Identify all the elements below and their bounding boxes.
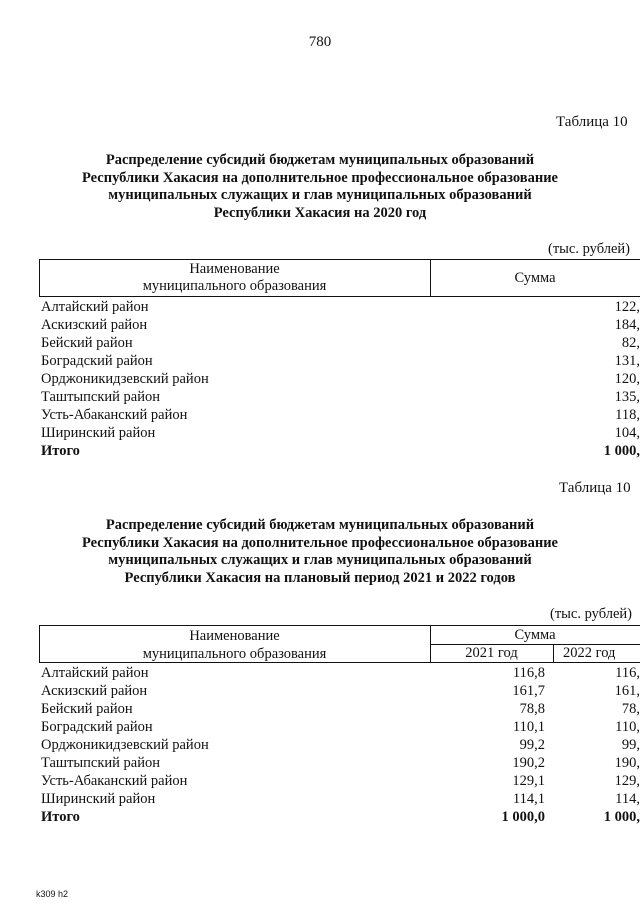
table1-header-bottom-border — [39, 296, 640, 297]
table1-header-name-line1: Наименование — [189, 261, 280, 277]
table2-row-2021: 99,2 — [519, 737, 545, 753]
table2-row-2021: 129,1 — [512, 773, 545, 789]
table1-row-value: 118, — [615, 407, 640, 423]
table2-title — [0, 517, 640, 587]
table2-header-year2: 2022 год — [563, 645, 616, 661]
table2-row-2022: 129, — [614, 773, 640, 789]
page-number: 780 — [308, 34, 332, 50]
table2-label: Таблица 10 — [559, 480, 631, 496]
table2-total-2022: 1 000, — [603, 809, 640, 825]
table2-header-name-line1: Наименование — [189, 628, 280, 644]
table2-units: (тыс. рублей) — [550, 606, 632, 622]
table1-row-name: Таштыпский район — [41, 389, 161, 405]
table2-row-2022: 116, — [615, 665, 640, 681]
table1-title-line: муниципальных служащих и глав муниципальных образований — [108, 187, 532, 203]
table1-header-name-line2: муниципального образования — [142, 278, 327, 294]
table2-row-2022: 161, — [614, 683, 640, 699]
table2-row-name: Усть-Абаканский район — [41, 773, 188, 789]
table2-row-2021: 190,2 — [512, 755, 545, 771]
table1-header-top-border — [39, 259, 640, 260]
table2-title-line: Республики Хакасия на дополнительное профессиональное образование — [82, 534, 558, 551]
table2-row-name: Орджоникидзевский район — [41, 737, 209, 753]
table1-header-sum: Сумма — [514, 270, 556, 286]
table2-row-name: Боградский район — [41, 719, 153, 735]
table2-header-sum: Сумма — [514, 627, 556, 643]
table2-header-name — [39, 627, 430, 663]
table1-label: Таблица 10 — [556, 114, 628, 130]
table2-row-name: Алтайский район — [41, 665, 149, 681]
table1-row-value: 122, — [614, 299, 640, 315]
table1-row-value: 104, — [614, 425, 640, 441]
table2-total-2021: 1 000,0 — [501, 809, 545, 825]
footer-code: k309 h2 — [36, 889, 69, 899]
table1-row-value: 135, — [614, 389, 640, 405]
table2-row-2021: 114,1 — [512, 791, 545, 807]
table2-total-label: Итого — [41, 809, 80, 825]
table2-row-name: Таштыпский район — [41, 755, 161, 771]
table1-title-line: Республики Хакасия на 2020 год — [213, 204, 427, 221]
table2-title-line: Распределение субсидий бюджетам муниципальных образований — [105, 517, 535, 533]
table1-total-value: 1 000, — [603, 443, 640, 459]
table2-row-2022: 78, — [621, 701, 640, 717]
table1-row-value: 82, — [621, 335, 640, 351]
table2-header-year1: 2021 год — [465, 645, 518, 661]
table2-row-2021: 161,7 — [512, 683, 545, 699]
table2-title-line: Республики Хакасия на плановый период 2021 и 2022 годов — [124, 569, 516, 586]
table1-row-name: Боградский район — [41, 353, 153, 369]
table1-row-value: 184, — [614, 317, 640, 333]
table1-row-name: Орджоникидзевский район — [41, 371, 209, 387]
table2-row-2021: 110,1 — [512, 719, 545, 735]
table2-row-name: Ширинский район — [41, 791, 156, 807]
table1-row-value: 120, — [614, 371, 640, 387]
table1-row-name: Ширинский район — [41, 425, 156, 441]
table1-row-name: Алтайский район — [41, 299, 149, 315]
table2-row-2021: 116,8 — [512, 665, 545, 681]
table1-title — [0, 152, 640, 222]
table1-units: (тыс. рублей) — [548, 241, 630, 257]
table2-row-2022: 114, — [615, 791, 640, 807]
table1-total-label: Итого — [41, 443, 80, 459]
table1-row-name: Усть-Абаканский район — [41, 407, 188, 423]
table2-row-2022: 190, — [614, 755, 640, 771]
table2-row-2022: 99, — [621, 737, 640, 753]
table2-row-name: Аскизский район — [41, 683, 148, 699]
table2-header-top-border — [39, 625, 640, 626]
table2-row-name: Бейский район — [41, 701, 133, 717]
table2-row-2022: 110, — [615, 719, 640, 735]
table2-header-name-line2: муниципального образования — [142, 646, 327, 662]
table1-row-value: 131, — [614, 353, 640, 369]
table1-title-line: Распределение субсидий бюджетам муниципальных образований — [105, 152, 535, 168]
table1-header-name — [39, 261, 430, 295]
table2-title-line: муниципальных служащих и глав муниципальных образований — [108, 552, 532, 568]
table1-title-line: Республики Хакасия на дополнительное профессиональное образование — [82, 169, 558, 186]
table2-row-2021: 78,8 — [519, 701, 545, 717]
table1-row-name: Аскизский район — [41, 317, 148, 333]
table1-row-name: Бейский район — [41, 335, 133, 351]
